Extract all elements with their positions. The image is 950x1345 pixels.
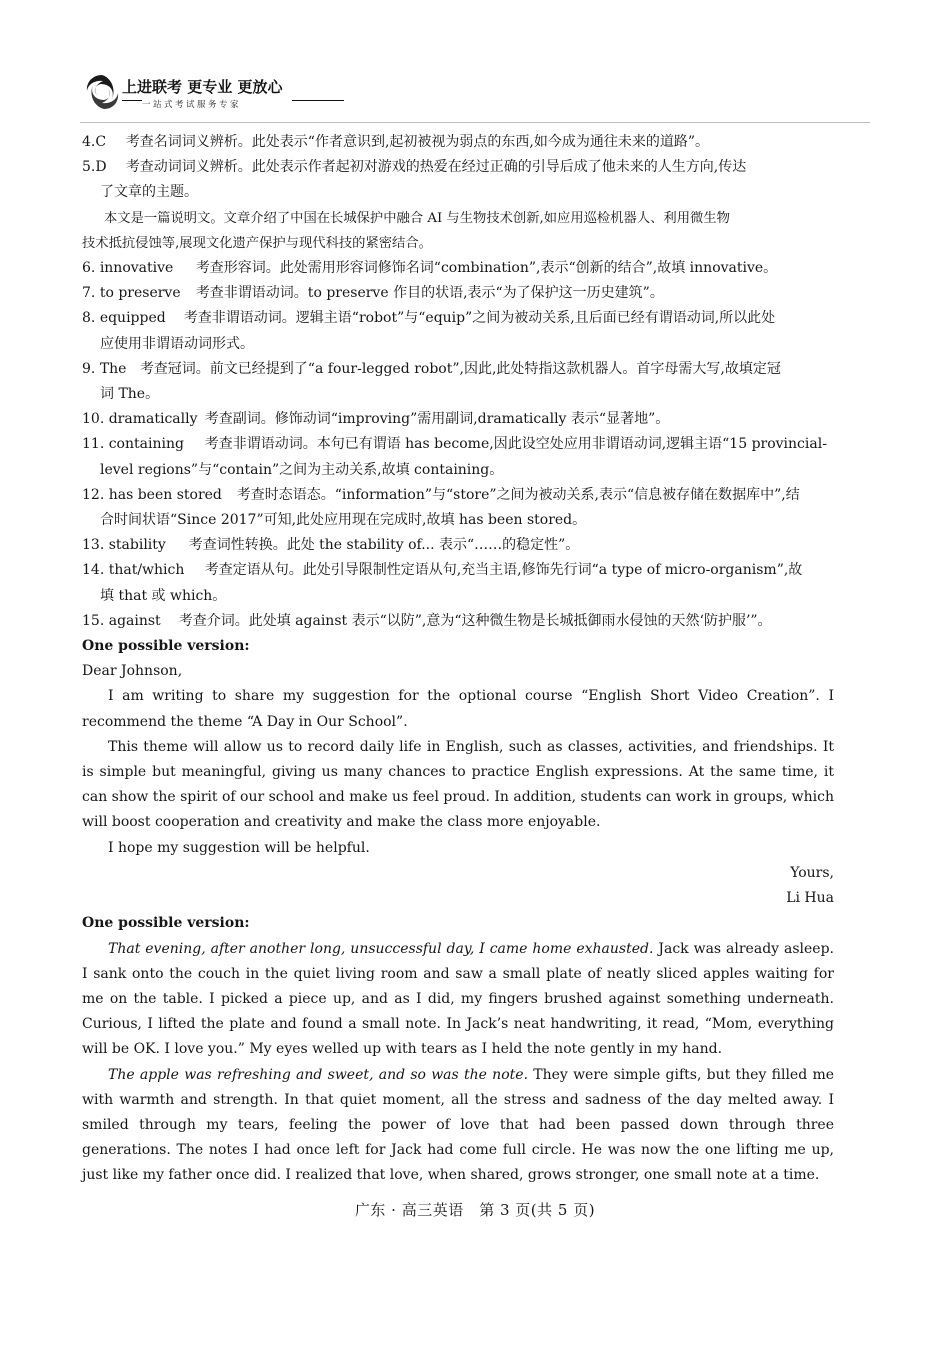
answer-item: 4.C 考查名词词义辨析。此处表示“作者意识到,起初被视为弱点的东西,如今成为通往未来的道路”。	[82, 134, 710, 150]
answer-item: 15. against 考查介词。此处填 against 表示“以防”,意为“这种微生物是长城抵御雨水侵蚀的天然‘防护服’”。	[82, 612, 772, 629]
sample-heading: One possible version:	[82, 638, 250, 655]
letter-paragraph: I hope my suggestion will be helpful.	[108, 839, 370, 856]
answer-content	[82, 130, 834, 1189]
letter-closing: Yours,	[790, 864, 834, 881]
answer-item-continuation: 词 The。	[100, 386, 160, 403]
letter-paragraph: This theme will allow us to record daily life in English, such as classes, activities, and friendships. It is simple but meaningful, giving us many chances to practice English expressions. At the same time, it can show the spirit of our school and make us feel proud. In addition, students can work in groups, which will boost cooperation and creativity and make the class more enjoyable.	[82, 738, 835, 831]
answer-item-continuation: 填 that 或 which。	[100, 587, 227, 604]
passage-summary: 本文是一篇说明文。文章介绍了中国在长城保护中融合 AI 与生物技术创新,如应用巡检机器人、利用微生物	[104, 210, 730, 226]
given-opening-sentence: The apple was refreshing and sweet, and so was the note.	[108, 1066, 528, 1083]
answer-item-continuation: level regions”与“contain”之间为主动关系,故填 containing。	[100, 461, 504, 478]
answer-item: 13. stability 考查词性转换。此处 the stability of... 表示“……的稳定性”。	[82, 537, 580, 554]
letter-paragraph: I am writing to share my suggestion for the optional course “English Short Video Creation”. I recommend the theme “A Day in Our School”.	[82, 688, 834, 730]
brand-logo-icon	[82, 72, 122, 112]
answer-item: 6. innovative 考查形容词。此处需用形容词修饰名词“combination”,表示“创新的结合”,故填 innovative。	[82, 260, 778, 277]
story-paragraph: That evening, after another long, unsuccessful day, I came home exhausted. Jack was already asleep. I sank onto the couch in the quiet living room and saw a small plate of neatly sliced apples waiting for me on the table. I picked a piece up, and as I did, my fingers brushed against something underneath. Curious, I lifted the plate and found a small note. In Jack’s neat handwriting, it read, “Mom, everything will be OK. I love you.” My eyes welled up with tears as I held the note gently in my hand.	[82, 940, 834, 1058]
brand-divider	[122, 100, 142, 101]
brand-subtitle: 一站式考试服务专家	[142, 100, 242, 110]
header-rule	[80, 122, 870, 123]
answer-item-continuation: 合时间状语“Since 2017”可知,此处应用现在完成时,故填 has been stored。	[100, 512, 587, 529]
brand-header	[82, 70, 342, 118]
letter-signature: Li Hua	[786, 890, 834, 907]
answer-item: 14. that/which 考查定语从句。此处引导限制性定语从句,充当主语,修饰先行词“a type of micro-organism”,故	[82, 562, 803, 579]
brand-title: 上进联考 更专业 更放心	[122, 78, 283, 96]
page-footer: 广东 · 高三英语 第 3 页(共 5 页)	[354, 1201, 596, 1219]
given-opening-sentence: That evening, after another long, unsuccessful day, I came home exhausted.	[108, 940, 654, 957]
story-paragraph: The apple was refreshing and sweet, and so was the note. They were simple gifts, but they filled me with warmth and strength. In that quiet moment, all the stress and sadness of the day melted away. I smiled through my tears, feeling the power of love that had been passed down through three generations. The notes I had once left for Jack had come full circle. He was now the one lifting me up, just like my father once did. I realized that love, when shared, grows stronger, one small note at a time.	[82, 1066, 835, 1184]
answer-item-continuation: 应使用非谓语动词形式。	[100, 335, 254, 352]
answer-item: 8. equipped 考查非谓语动词。逻辑主语“robot”与“equip”之间为被动关系,且后面已经有谓语动词,所以此处	[82, 310, 776, 327]
answer-item: 9. The 考查冠词。前文已经提到了“a four-legged robot”,因此,此处特指这款机器人。首字母需大写,故填定冠	[82, 360, 781, 377]
passage-summary: 技术抵抗侵蚀等,展现文化遗产保护与现代科技的紧密结合。	[82, 235, 432, 251]
answer-item: 10. dramatically 考查副词。修饰动词“improving”需用副词,dramatically 表示“显著地”。	[82, 411, 670, 428]
sample-heading: One possible version:	[82, 915, 250, 932]
answer-item-continuation: 了文章的主题。	[100, 184, 198, 201]
brand-divider	[292, 100, 344, 101]
answer-item: 5.D 考查动词词义辨析。此处表示作者起初对游戏的热爱在经过正确的引导后成了他未来的人生方向,传达	[82, 159, 747, 176]
answer-item: 7. to preserve 考查非谓语动词。to preserve 作目的状语,表示“为了保护这一历史建筑”。	[82, 285, 664, 302]
letter-salutation: Dear Johnson,	[82, 663, 183, 680]
answer-item: 12. has been stored 考查时态语态。“information”与“store”之间为被动关系,表示“信息被存储在数据库中”,结	[82, 486, 800, 503]
answer-item: 11. containing 考查非谓语动词。本句已有谓语 has become,因此设空处应用非谓语动词,逻辑主语“15 provincial-	[82, 436, 827, 453]
